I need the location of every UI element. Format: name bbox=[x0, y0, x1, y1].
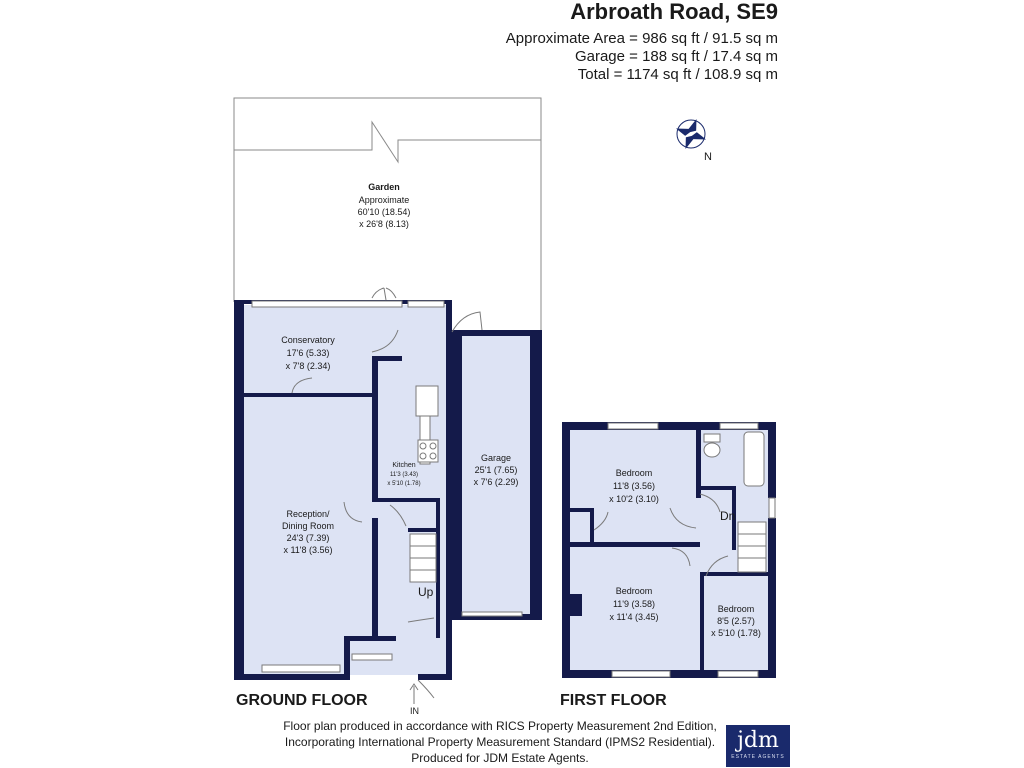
bedroom1-dim1: 11'8 (3.56) bbox=[612, 481, 656, 491]
logo-text: jdm bbox=[737, 728, 779, 753]
compass-label: N bbox=[704, 151, 712, 163]
conservatory-name: Conservatory bbox=[281, 335, 335, 345]
property-title: Arbroath Road, SE9 bbox=[570, 0, 778, 24]
garage-dim2: x 7'6 (2.29) bbox=[473, 477, 519, 487]
bedroom2-name: Bedroom bbox=[615, 586, 653, 596]
ground-floor-stairs bbox=[410, 534, 436, 582]
bedroom3-dim2: x 5'10 (1.78) bbox=[711, 628, 761, 638]
garden-area bbox=[234, 98, 541, 332]
garage-name: Garage bbox=[480, 453, 512, 463]
compass-icon bbox=[670, 113, 711, 154]
kitchen-name: Kitchen bbox=[392, 462, 416, 469]
garden-line1: Approximate bbox=[358, 195, 410, 205]
bedroom3-dim1: 8'5 (2.57) bbox=[717, 616, 755, 626]
footer-line-2: Incorporating International Property Measurement Standard (IPMS2 Residential). bbox=[284, 735, 716, 749]
garden-name: Garden bbox=[368, 182, 400, 192]
reception-name1: Reception/ bbox=[286, 509, 330, 519]
entrance-label: IN bbox=[410, 706, 419, 716]
area-line-garage: Garage = 188 sq ft / 17.4 sq m bbox=[574, 48, 778, 65]
entrance-arrow-icon bbox=[410, 684, 418, 704]
kitchen-dim1: 11'3 (3.43) bbox=[389, 472, 419, 478]
bedroom1-dim2: x 10'2 (3.10) bbox=[609, 494, 659, 504]
area-line-total: Total = 1174 sq ft / 108.9 sq m bbox=[577, 66, 778, 83]
garden-line2: 60'10 (18.54) bbox=[357, 207, 411, 217]
ground-floor-label: GROUND FLOOR bbox=[236, 692, 368, 709]
first-floor-label: FIRST FLOOR bbox=[560, 692, 667, 709]
kitchen-dim2: x 5'10 (1.78) bbox=[387, 481, 421, 487]
footer-line-1: Floor plan produced in accordance with RICS Property Measurement 2nd Edition, bbox=[283, 719, 717, 733]
bedroom1-name: Bedroom bbox=[615, 468, 653, 478]
reception-dim1: 24'3 (7.39) bbox=[286, 533, 330, 543]
reception-dim2: x 11'8 (3.56) bbox=[283, 545, 333, 555]
first-stairs-label: Dn bbox=[720, 509, 736, 523]
bedroom2-dim2: x 11'4 (3.45) bbox=[609, 612, 659, 622]
area-line-approx: Approximate Area = 986 sq ft / 91.5 sq m bbox=[505, 30, 778, 47]
jdm-logo bbox=[726, 725, 790, 767]
reception-name2: Dining Room bbox=[281, 521, 335, 531]
garage-dim1: 25'1 (7.65) bbox=[474, 465, 518, 475]
bedroom2-dim1: 11'9 (3.58) bbox=[612, 599, 656, 609]
ground-stairs-label: Up bbox=[418, 585, 434, 599]
footer-note bbox=[250, 718, 750, 766]
conservatory-dim1: 17'6 (5.33) bbox=[286, 348, 330, 358]
conservatory-dim2: x 7'8 (2.34) bbox=[285, 361, 331, 371]
bedroom3-name: Bedroom bbox=[717, 604, 755, 614]
garden-line3: x 26'8 (8.13) bbox=[359, 219, 409, 229]
logo-subtext: ESTATE AGENTS bbox=[731, 754, 785, 760]
footer-line-3: Produced for JDM Estate Agents. bbox=[411, 751, 589, 765]
